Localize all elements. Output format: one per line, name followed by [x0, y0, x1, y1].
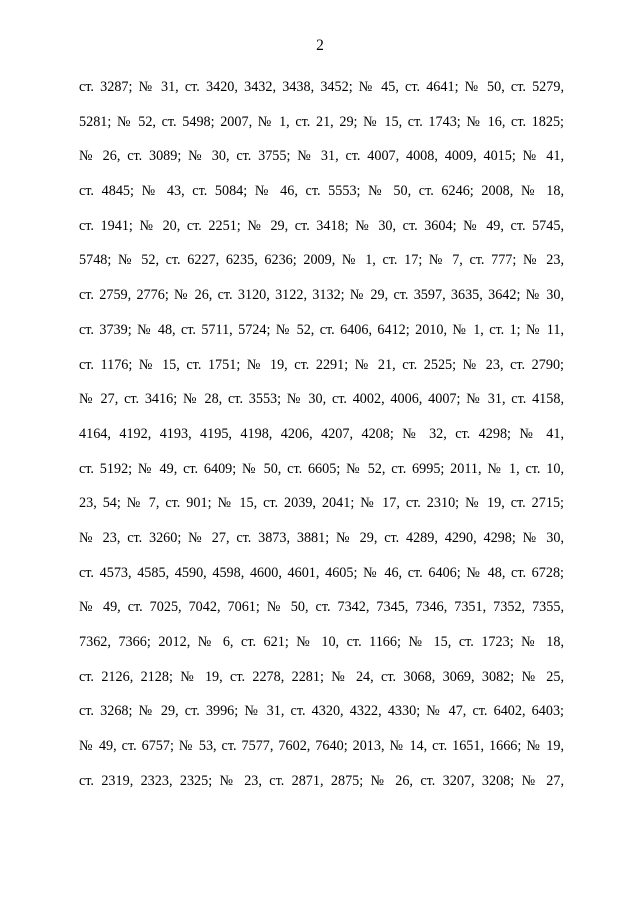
- text-line: ст. 4573, 4585, 4590, 4598, 4600, 4601, 4605; № 46, ст. 6406; № 48, ст. 6728;: [79, 564, 564, 581]
- text-line: 7362, 7366; 2012, № 6, ст. 621; № 10, ст. 1166; № 15, ст. 1723; № 18,: [79, 634, 564, 650]
- text-line: ст. 5192; № 49, ст. 6409; № 50, ст. 6605; № 52, ст. 6995; 2011, № 1, ст. 10,: [79, 460, 564, 477]
- text-line: 5281; № 52, ст. 5498; 2007, № 1, ст. 21, 29; № 15, ст. 1743; № 16, ст. 1825;: [79, 113, 564, 130]
- text-line: ст. 2126, 2128; № 19, ст. 2278, 2281; № 24, ст. 3068, 3069, 3082; № 25,: [79, 668, 564, 685]
- text-line: ст. 3287; № 31, ст. 3420, 3432, 3438, 3452; № 45, ст. 4641; № 50, ст. 5279,: [79, 79, 564, 95]
- text-line: ст. 2319, 2323, 2325; № 23, ст. 2871, 2875; № 26, ст. 3207, 3208; № 27,: [79, 772, 564, 789]
- text-line: ст. 2759, 2776; № 26, ст. 3120, 3122, 3132; № 29, ст. 3597, 3635, 3642; № 30,: [79, 287, 564, 304]
- text-line: 23, 54; № 7, ст. 901; № 15, ст. 2039, 2041; № 17, ст. 2310; № 19, ст. 2715;: [79, 495, 564, 512]
- text-line: № 49, ст. 7025, 7042, 7061; № 50, ст. 7342, 7345, 7346, 7351, 7352, 7355,: [79, 599, 564, 616]
- citation-text-block: [79, 70, 564, 798]
- text-line: 4164, 4192, 4193, 4195, 4198, 4206, 4207, 4208; № 32, ст. 4298; № 41,: [79, 425, 564, 442]
- text-line: 5748; № 52, ст. 6227, 6235, 6236; 2009, № 1, ст. 17; № 7, ст. 777; № 23,: [79, 252, 564, 269]
- text-line: № 23, ст. 3260; № 27, ст. 3873, 3881; № 29, ст. 4289, 4290, 4298; № 30,: [79, 529, 564, 546]
- text-line: № 49, ст. 6757; № 53, ст. 7577, 7602, 7640; 2013, № 14, ст. 1651, 1666; № 19,: [79, 738, 564, 755]
- text-line: ст. 1941; № 20, ст. 2251; № 29, ст. 3418; № 30, ст. 3604; № 49, ст. 5745,: [79, 217, 564, 234]
- text-line: ст. 4845; № 43, ст. 5084; № 46, ст. 5553; № 50, ст. 6246; 2008, № 18,: [79, 183, 564, 200]
- page-number: 2: [316, 37, 324, 54]
- text-line: ст. 1176; № 15, ст. 1751; № 19, ст. 2291; № 21, ст. 2525; № 23, ст. 2790;: [79, 356, 564, 373]
- text-line: ст. 3739; № 48, ст. 5711, 5724; № 52, ст. 6406, 6412; 2010, № 1, ст. 1; № 11,: [79, 321, 564, 338]
- text-line: № 27, ст. 3416; № 28, ст. 3553; № 30, ст. 4002, 4006, 4007; № 31, ст. 4158,: [79, 391, 564, 408]
- text-line: № 26, ст. 3089; № 30, ст. 3755; № 31, ст. 4007, 4008, 4009, 4015; № 41,: [79, 148, 564, 165]
- text-line: ст. 3268; № 29, ст. 3996; № 31, ст. 4320, 4322, 4330; № 47, ст. 6402, 6403;: [79, 703, 564, 720]
